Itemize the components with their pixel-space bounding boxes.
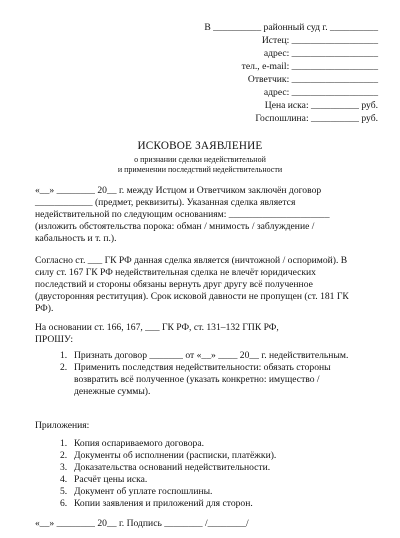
plaintiff-contacts-line: тел., e-mail: __________________ (241, 61, 378, 72)
text-line: На основании ст. 166, 167, ___ ГК РФ, ст. 131–132 ГПК РФ, (35, 322, 279, 333)
paragraph-contract (35, 185, 380, 245)
list-number: 5. (60, 486, 68, 497)
document-title: ИСКОВОЕ ЗАЯВЛЕНИЕ (137, 140, 263, 152)
list-text: Доказательства оснований недействительности. (74, 462, 271, 473)
defendant-line: Ответчик: __________________ (247, 74, 378, 85)
list-item (60, 462, 380, 474)
list-item (60, 438, 380, 450)
list-number: 2. (60, 450, 68, 461)
list-number: 4. (60, 474, 68, 485)
list-item (60, 474, 380, 486)
list-text: Признать договор _______ от «__» ____ 20__ г. недействительным. (74, 350, 349, 361)
list-text: Документы об исполнении (расписки, платёжки). (74, 450, 277, 461)
requests-list (60, 350, 380, 398)
list-text: Документ об уплате госпошлины. (74, 486, 213, 497)
paragraph-legal-basis (35, 255, 380, 315)
list-text: Копия оспариваемого договора. (74, 438, 204, 449)
text-line: ____________ (предмет, реквизиты). Указанная сделка является (35, 197, 296, 208)
list-item (60, 362, 380, 374)
text-line: РФ). (35, 303, 54, 314)
text-line: «__» ________ 20__ г. между Истцом и Ответчиком заключён договор (35, 185, 322, 196)
list-text-continued: возвратить всё полученное (указать конкретно: имущество / (74, 374, 320, 385)
list-text-continued: денежные суммы). (74, 386, 151, 397)
paragraph-request-intro (35, 322, 380, 346)
document-subtitle-1: о признании сделки недействительной (134, 155, 266, 164)
list-text: Применить последствия недействительности: обязать стороны (74, 362, 331, 373)
plaintiff-line: Истец: __________________ (261, 35, 378, 46)
list-item (60, 486, 380, 498)
list-number: 1. (60, 438, 68, 449)
request-heading: ПРОШУ: (35, 334, 74, 345)
list-number: 6. (60, 498, 68, 509)
document-subtitle-2: и применении последствий недействительности (117, 165, 283, 174)
text-line: последствий и стороны обязаны вернуть друг другу всё полученное (35, 279, 313, 290)
state-fee-line: Госпошлина: __________ руб. (255, 113, 378, 124)
text-line: кабальность и т. п.). (35, 233, 117, 244)
list-item (60, 498, 380, 510)
text-line: (изложить обстоятельства порока: обман / мнимость / заблуждение / (35, 221, 315, 232)
attachments-list (60, 438, 380, 510)
attachments-label: Приложения: (35, 420, 90, 431)
list-text: Расчёт цены иска. (74, 474, 148, 485)
text-line: Согласно ст. ___ ГК РФ данная сделка является (ничтожной / оспоримой). В (35, 255, 348, 266)
text-line: силу ст. 167 ГК РФ недействительная сделка не влечёт юридических (35, 267, 316, 278)
list-number: 2. (60, 362, 68, 373)
defendant-address-line: адрес: __________________ (263, 87, 378, 98)
text-line: (двусторонняя реституция). Срок исковой давности не пропущен (ст. 181 ГК (35, 291, 349, 302)
list-item (60, 450, 380, 462)
list-text: Копии заявления и приложений для сторон. (74, 498, 253, 509)
text-line: недействительной по следующим основаниям: _____________________ (35, 209, 330, 220)
signature-line: «__» ________ 20__ г. Подпись ________ /________/ (35, 518, 249, 529)
list-item (60, 350, 380, 362)
list-number: 3. (60, 462, 68, 473)
plaintiff-address-line: адрес: __________________ (263, 48, 378, 59)
claim-price-line: Цена иска: __________ руб. (264, 100, 378, 111)
list-number: 1. (60, 350, 68, 361)
court-line: В __________ районный суд г. __________ (204, 22, 378, 33)
